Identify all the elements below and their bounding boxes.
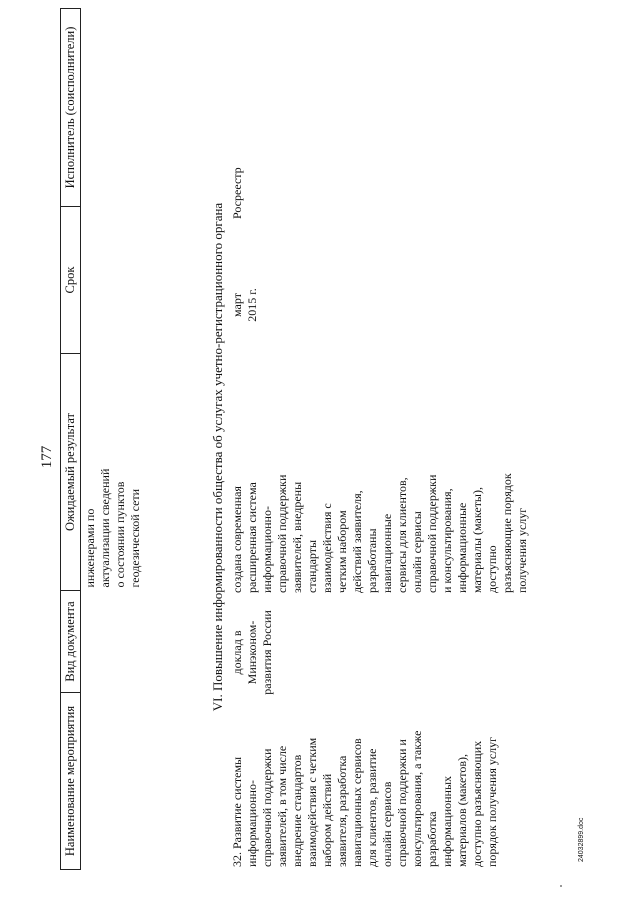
text-line: информационные [455,502,469,593]
footer-filename: 24032899.doc [578,817,585,862]
text-line: разработаны [365,528,379,593]
page-number: 177 [39,445,55,469]
text-line: расширенная система [245,482,259,593]
header-name: Наименование мероприятия [61,693,81,870]
header-doc-type: Вид документа [61,591,81,693]
deadline [228,235,532,375]
text-line: геодезической сети [128,488,142,588]
executor [228,44,532,235]
text-line: получения услуг [515,507,529,593]
header-expected-result: Ожидаемый результат [61,354,81,591]
text-line: стандарты [305,539,319,593]
text-line: для клиентов, развитие [365,748,379,867]
section-title: VI. Повышение информированности общества об услугах учетно-регистрационного органа [210,202,225,712]
header-executor: Исполнитель (соисполнители) [61,9,81,207]
text-line: справочной поддержки [260,748,274,867]
text-line: справочной поддержки [275,474,289,593]
text-line: консультирования, а также [410,730,424,867]
text-line: материалов (макетов), [455,753,469,867]
text-line: доступно разъясняющих [470,740,484,867]
text-line: действий заявителя, [350,490,364,593]
text-line: внедрение стандартов [290,754,304,867]
text-line: разработка [425,811,439,867]
text-line: о состоянии пунктов [113,481,127,588]
measures-table [60,8,145,870]
text-line: март [230,293,244,317]
text-line: заявителя, разработка [335,755,349,867]
text-line: онлайн сервисы [410,511,424,593]
text-line: развития России [260,610,274,695]
text-line: сервисы для клиентов, [395,477,409,593]
text-line: набором действий [320,773,334,867]
scan-speck [560,885,562,887]
document-type [228,605,532,700]
text-line: информационно- [245,780,259,867]
text-line: взаимодействия с [320,503,334,593]
text-line: Росреестр [230,167,244,219]
text-line: разъясняющие порядок [500,473,514,593]
text-line: и консультирования, [440,488,454,593]
measures-table-section-vi [228,44,532,870]
text-line: навигационные [380,513,394,593]
continuation-row [81,9,146,870]
text-line: взаимодействия с четким [305,737,319,867]
text-line: четким набором [335,510,349,593]
measure-name [228,700,532,870]
text-line: материалы (макеты), [470,487,484,593]
expected-result [228,375,532,605]
text-line: 32. Развитие системы [230,756,244,867]
text-line: актуализации сведений [98,468,112,588]
text-line: справочной поддержки и [395,739,409,867]
text-line: заявителей, внедрены [290,481,304,593]
text-line: информационных [440,775,454,867]
text-line: 2015 г. [245,288,259,322]
table-header-row [61,9,81,870]
text-line: доступно [485,545,499,593]
text-line: создана современная [230,486,244,593]
text-line: заявителей, в том числе [275,745,289,867]
rotated-content [39,26,602,870]
text-line: порядок получения услуг [485,736,499,867]
continuation-result [81,354,146,591]
text-line: навигационных сервисов [350,738,364,867]
text-line: Минэконом- [245,620,259,685]
text-line: онлайн сервисов [380,781,394,867]
text-line: доклад в [230,630,244,675]
table-row [228,44,532,870]
text-line: справочной поддержки [425,474,439,593]
text-line: инженерами по [83,508,97,588]
header-deadline: Срок [61,207,81,354]
text-line: информационно- [260,506,274,593]
